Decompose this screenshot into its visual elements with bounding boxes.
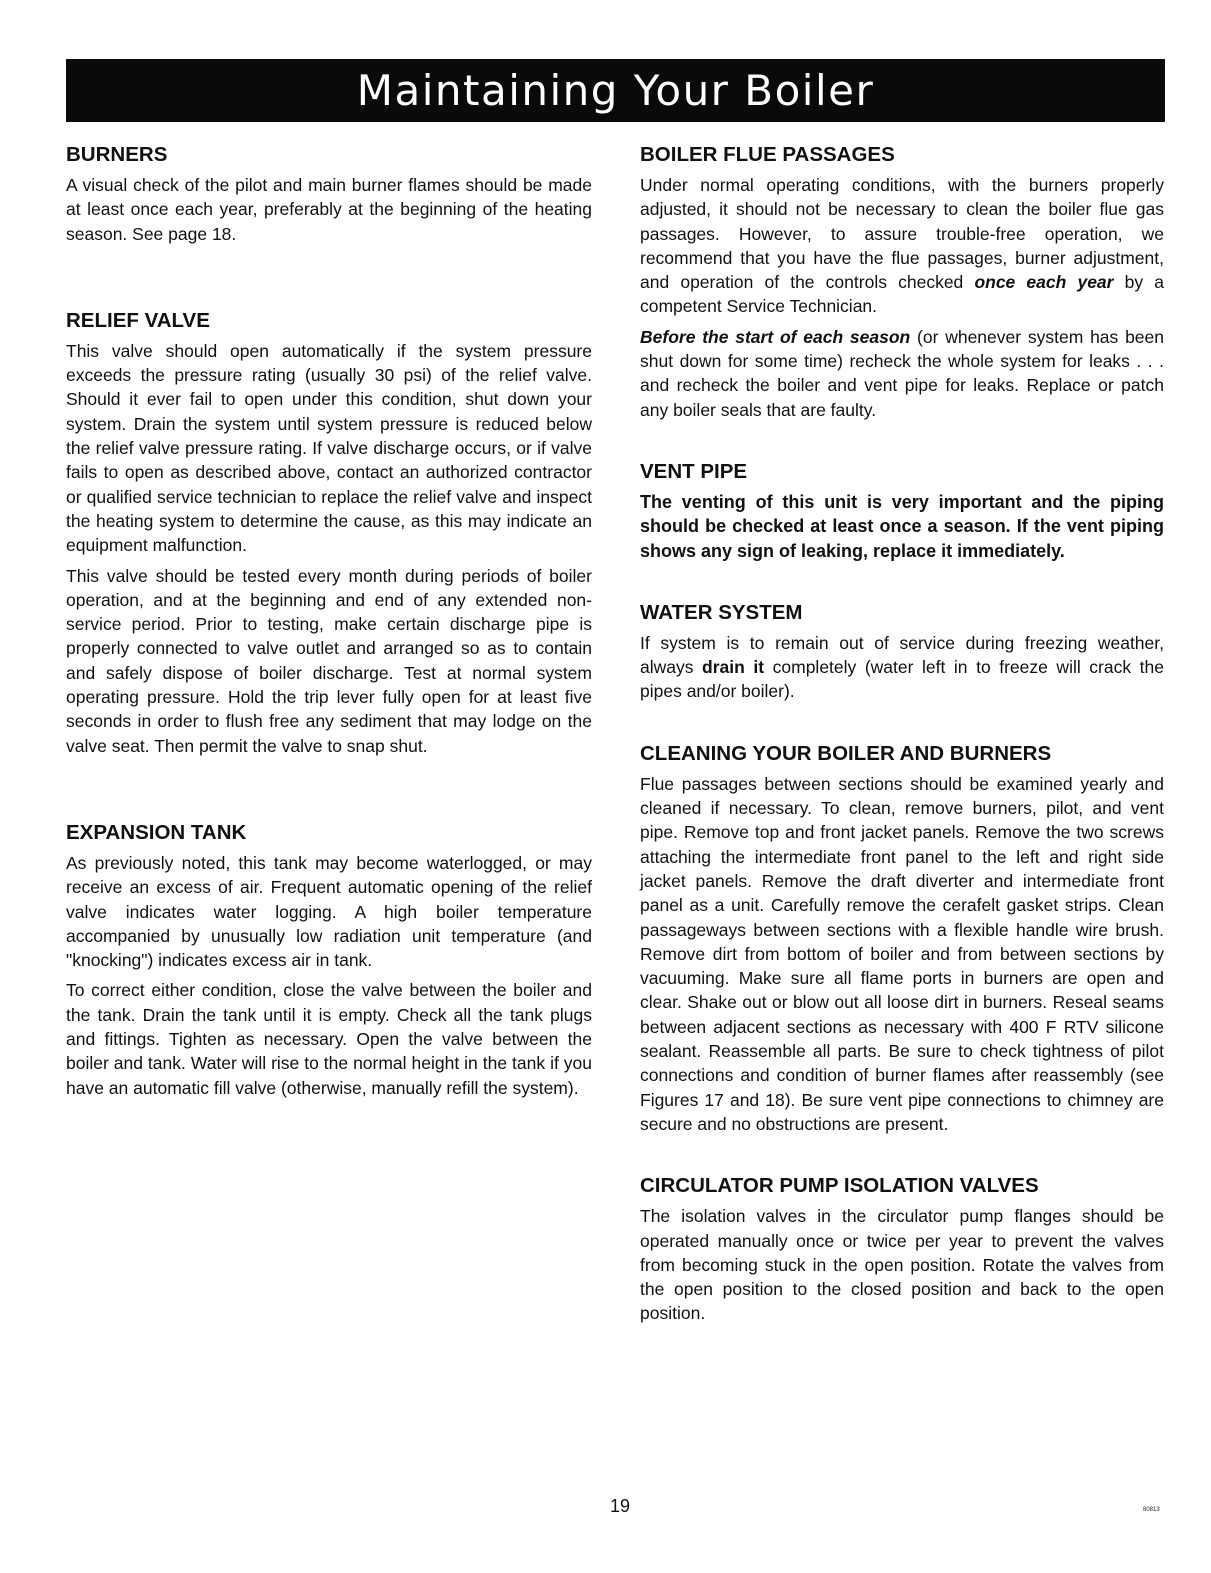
boiler-flue-p2-emphasis: Before the start of each season [640,326,911,347]
cleaning-text: Flue passages between sections should be examined yearly and cleaned if necessary. To clean, remove burners, pilot, and vent pipe. Remove top and front jacket panels. Remove the two screws attaching the intermediate front panel to the left and right side jacket panels. Remove the draft diverter and intermediate front panel as a unit. Carefully remove the cerafelt gasket strips. Clean passageways between sections with a flexible handle wire brush. Remove dirt from bottom of boiler and from between sections by vacuuming. Make sure all flame ports in burners are open and clear. Shake out or blow out all loose dirt in burners. Reseal seams between adjacent sections as necessary with 400 F RTV silicone sealant. Reassemble all parts. Be sure to check tightness of pilot connections and condition of burner flames after reassembly (see Figures 17 and 18). Be sure vent pipe connections to chimney are secure and no obstructions are present. [640,773,1164,1134]
section-relief-valve [66,307,592,758]
circulator-text: The isolation valves in the circulator pump flanges should be operated manually once or twice per year to prevent the valves from becoming stuck in the open position. Rotate the valves from the open position to the closed position and back to the open position. [640,1206,1164,1324]
cleaning-heading: CLEANING YOUR BOILER AND BURNERS [640,741,1052,765]
boiler-flue-p1-tail: by a competent Service Technician. [640,272,1164,317]
expansion-tank-heading: EXPANSION TANK [66,820,247,844]
vent-pipe-text: The venting of this unit is very important and the piping should be checked at least once a season. If the vent piping shows any sign of leaking, replace it immediately. [640,491,1164,561]
circulator-heading: CIRCULATOR PUMP ISOLATION VALVES [640,1174,1039,1198]
left-column [66,141,592,1106]
section-water-system [640,599,1164,704]
document-code: 80813 [1143,1507,1160,1513]
section-expansion-tank [66,819,592,1100]
water-system-text-before: If system is to remain out of service during freezing weather, always [640,632,1164,678]
page-title: Maintaining Your Boiler [66,59,1165,122]
section-boiler-flue-passages [640,141,1164,422]
section-circulator [640,1172,1164,1325]
expansion-tank-paragraph-2: To correct either condition, close the valve between the boiler and the tank. Drain the tank until it is empty. Check all the tank plugs and fittings. Tighten as necessary. Open the valve between the boiler and tank. Water will rise to the normal height in the tank if you have an automatic fill valve (otherwise, manually refill the system). [66,980,592,1098]
water-system-emphasis: drain it [702,657,765,678]
water-system-text [640,631,1164,704]
water-system-text-after: completely (water left in to freeze will crack the pipes and/or boiler). [640,657,1164,702]
section-cleaning [640,740,1164,1136]
right-column [640,141,1164,1332]
boiler-flue-heading: BOILER FLUE PASSAGES [640,143,895,166]
vent-pipe-heading: VENT PIPE [640,459,748,483]
boiler-flue-p1-text: Under normal operating conditions, with the burners properly adjusted, it should not be necessary to clean the boiler flue gas passages. However, to assure trouble-free operation, we recommend that you have the flue passages, burner adjustment, and operation of the controls checked [640,175,1164,293]
boiler-flue-paragraph-1 [640,173,1164,319]
water-system-heading: WATER SYSTEM [640,600,803,624]
relief-valve-heading: RELIEF VALVE [66,308,210,332]
boiler-flue-paragraph-2 [640,325,1164,422]
section-burners [66,141,592,246]
expansion-tank-paragraph-1: As previously noted, this tank may become waterlogged, or may receive an excess of air. Frequent automatic opening of the relief valve indicates water logging. A high boiler temperature accompanied by unusually low radiation unit temperature (and "knocking") indicates excess air in tank. [66,852,592,971]
burners-heading: BURNERS [66,143,168,166]
page-number: 19 [609,1496,631,1516]
relief-valve-paragraph-2: This valve should be tested every month during periods of boiler operation, and at the beginning and end of any extended non-service period. Prior to testing, make certain discharge pipe is properly connected to valve outlet and arranged so as to contain and safely dispose of boiler discharge. Test at normal system operating pressure. Hold the trip lever fully open for at least five seconds in order to flush free any sediment that may lodge on the valve seat. Then permit the valve to snap shut. [66,565,592,756]
section-vent-pipe [640,458,1164,563]
boiler-flue-p1-emphasis: once each year [974,272,1114,293]
relief-valve-paragraph-1: This valve should open automatically if the system pressure exceeds the pressure rating (usually 30 psi) of the relief valve. Should it ever fail to open under this condition, shut down your system. Drain the system until system pressure is reduced below the relief valve pressure rating. If valve discharge occurs, or if valve fails to open as described above, contact an authorized contractor or qualified service technician to replace the relief valve and inspect the heating system to determine the cause, as this may indicate an equipment malfunction. [66,340,592,556]
burners-text: A visual check of the pilot and main burner flames should be made at least once each year, preferably at the beginning of the heating season. See page 18. [66,175,592,244]
boiler-flue-p2-text: (or whenever system has been shut down for some time) recheck the whole system for leaks . . . and recheck the boiler and vent pipe for leaks. Replace or patch any boiler seals that are faulty. [640,326,1164,420]
